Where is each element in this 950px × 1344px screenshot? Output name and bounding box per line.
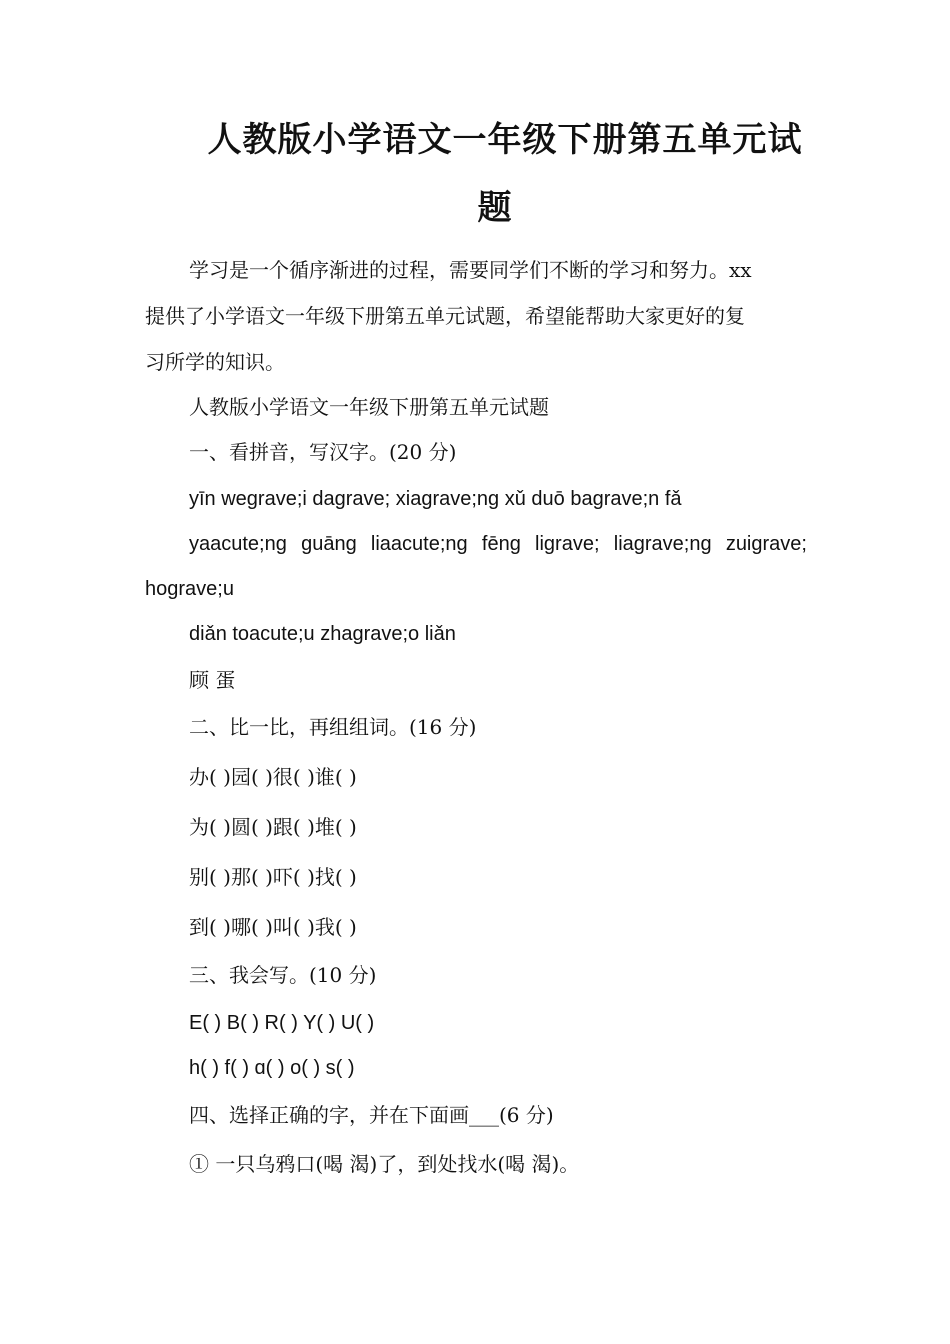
subtitle: 人教版小学语文一年级下册第五单元试题 [189,395,549,419]
pinyin-word: zuigrave; [725,533,807,555]
document-title-line2: 题 [477,188,513,228]
letters-row-1: E( ) B( ) R( ) Y( ) U( ) [189,1012,375,1034]
pinyin-word: yaacute;ng [189,533,287,555]
pinyin-row-2-continued: hograve;u [145,578,234,600]
pinyin-row-1: yīn wegrave;i dagrave; xiagrave;ng xǔ duō bagrave;n fǎ [189,488,682,510]
section2-heading: 二、比一比，再组组词。(16 分) [189,715,477,739]
pinyin-word: fēng [481,533,521,555]
choice-row-1: ① 一只乌鸦口(喝 渴)了，到处找水(喝 渴)。 [189,1152,580,1176]
compare-row-3: 别( )那( )吓( )找( ) [189,865,357,889]
intro-line-3: 习所学的知识。 [145,350,285,374]
compare-row-2: 为( )圆( )跟( )堆( ) [189,815,357,839]
letters-row-2: h( ) f( ) ɑ( ) o( ) s( ) [189,1057,355,1079]
pinyin-word: liaacute;ng [370,533,468,555]
section4-heading: 四、选择正确的字，并在下面画___(6 分) [189,1103,554,1127]
pinyin-word: guāng [301,533,357,555]
intro-line-1: 学习是一个循序渐进的过程，需要同学们不断的学习和努力。xx [189,258,752,282]
hanzi-row: 顾 蛋 [189,668,236,692]
compare-row-1: 办( )园( )很( )谁( ) [189,765,357,789]
intro-line-2: 提供了小学语文一年级下册第五单元试题，希望能帮助大家更好的复 [145,304,745,328]
pinyin-row-3: diǎn toacute;u zhagrave;o liǎn [189,623,456,645]
section1-heading: 一、看拼音，写汉字。(20 分) [189,440,457,464]
pinyin-word: liagrave;ng [613,533,712,555]
document-title-line1: 人教版小学语文一年级下册第五单元试 [207,120,803,160]
section3-heading: 三、我会写。(10 分) [189,963,377,987]
pinyin-word: ligrave; [535,533,600,555]
compare-row-4: 到( )哪( )叫( )我( ) [189,915,357,939]
pinyin-row-2 [189,530,807,558]
